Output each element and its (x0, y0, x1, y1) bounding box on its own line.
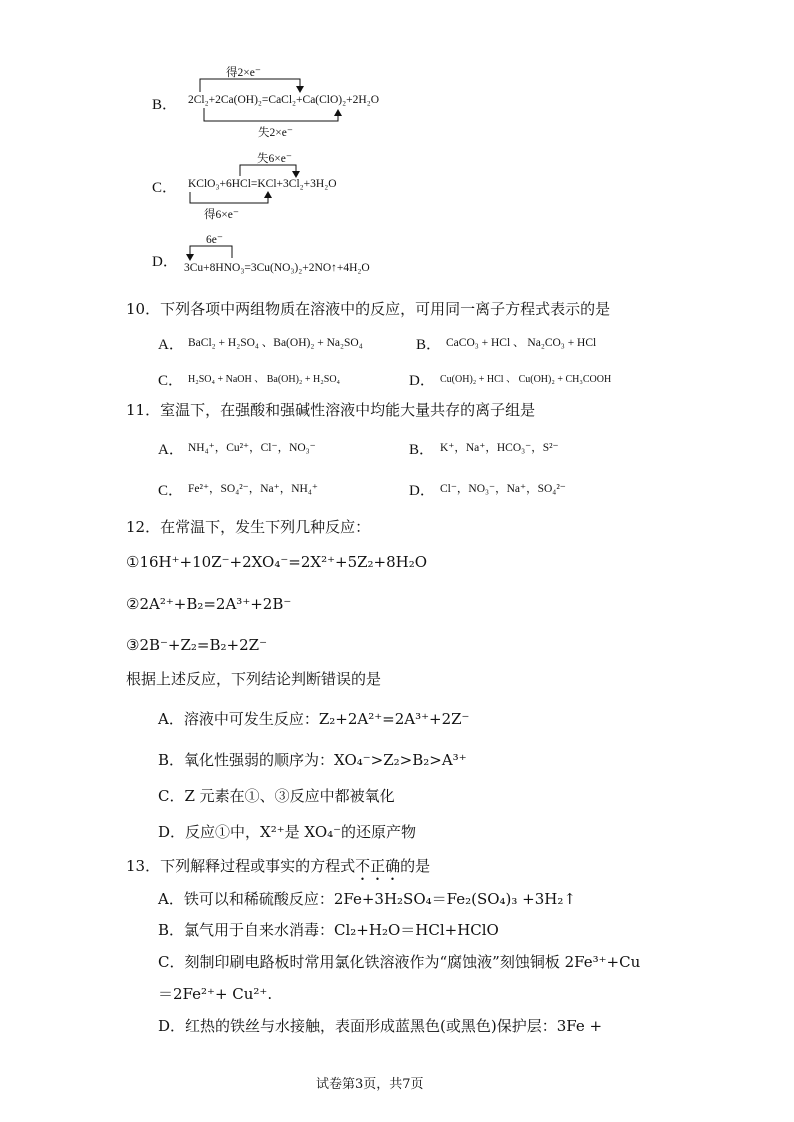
q12-option-d: D．反应①中，X²⁺是 XO₄⁻的还原产物 (158, 823, 417, 841)
q13-option-b: B．氯气用于自来水消毒：Cl₂+H₂O＝HCl+HClO (158, 921, 499, 939)
q9-option-d-letter: D． (152, 254, 178, 270)
q13-option-c-line1: C．刻制印刷电路板时常用氯化铁溶液作为“腐蚀液”刻蚀铜板 2Fe³⁺+Cu (158, 953, 641, 971)
q9-option-c-bottom-label: 得6×e⁻ (204, 209, 239, 221)
page-footer: 试卷第3页，共7页 (316, 1077, 424, 1092)
q10-option-c-letter: C． (158, 373, 184, 389)
q10-stem: 10．下列各项中两组物质在溶液中的反应，可用同一离子方程式表示的是 (126, 300, 611, 318)
option-b-top-arrow (200, 79, 304, 93)
q10-option-a-text: BaCl₂ + H₂SO₄ 、Ba(OH)₂ + Na₂SO₄ (188, 337, 363, 349)
q9-option-b-top-label: 得2×e⁻ (226, 67, 261, 79)
q13-stem (126, 856, 430, 884)
q9-option-c-top-label: 失6×e⁻ (257, 153, 292, 165)
q9-option-b-bottom-label: 失2×e⁻ (258, 127, 293, 139)
q10-option-d-text: Cu(OH)₂ + HCl 、 Cu(OH)₂ + CH₃COOH (440, 374, 612, 385)
q13-stem-emphasis: 不正确 (355, 857, 401, 875)
q11-option-c-letter: C． (158, 483, 184, 499)
q10-option-b-letter: B． (416, 337, 442, 353)
option-b-bottom-arrow (204, 108, 342, 121)
q11-option-b-text: K⁺，Na⁺，HCO₃⁻，S²⁻ (440, 442, 559, 454)
q11-option-c-text: Fe²⁺，SO₄²⁻，Na⁺，NH₄⁺ (188, 483, 318, 495)
q12-question: 根据上述反应，下列结论判断错误的是 (126, 670, 382, 688)
q13-stem-post: 的是 (400, 857, 431, 875)
q11-option-a-letter: A． (158, 442, 184, 458)
q11-option-d-text: Cl⁻，NO₃⁻，Na⁺，SO₄²⁻ (440, 483, 566, 495)
q11-option-d-letter: D． (409, 483, 435, 499)
q13-option-a: A．铁可以和稀硫酸反应：2Fe+3H₂SO₄＝Fe₂(SO₄)₃ +3H₂↑ (158, 890, 576, 908)
q10-option-c-text: H₂SO₄ + NaOH 、 Ba(OH)₂ + H₂SO₄ (188, 374, 341, 385)
option-c-top-arrow (240, 165, 300, 178)
q10-option-a-letter: A． (158, 337, 184, 353)
q9-option-d-top-label: 6e⁻ (206, 234, 223, 246)
q12-reaction-1: ①16H⁺+10Z⁻+2XO₄⁻=2X²⁺+5Z₂+8H₂O (126, 553, 428, 571)
q13-option-c-line2: ＝2Fe²⁺+ Cu²⁺. (158, 985, 273, 1003)
q12-reaction-3: ③2B⁻+Z₂=B₂+2Z⁻ (126, 636, 267, 654)
q12-option-b: B．氧化性强弱的顺序为：XO₄⁻>Z₂>B₂>A³⁺ (158, 751, 467, 769)
q9-option-b-letter: B． (152, 97, 178, 113)
q13-stem-pre: 13．下列解释过程或事实的方程式 (126, 857, 356, 875)
q11-stem: 11．室温下，在强酸和强碱性溶液中均能大量共存的离子组是 (126, 401, 536, 419)
q10-option-b-text: CaCO₃ + HCl 、 Na₂CO₃ + HCl (446, 337, 597, 349)
q9-option-b-equation: 2Cl₂+2Ca(OH)₂=CaCl₂+Ca(ClO)₂+2H₂O (188, 94, 380, 106)
q11-option-b-letter: B． (409, 442, 435, 458)
q12-stem: 12．在常温下，发生下列几种反应： (126, 518, 371, 536)
electron-transfer-arrows (0, 0, 794, 300)
q10-option-d-letter: D． (409, 373, 435, 389)
q9-option-c-letter: C． (152, 180, 178, 196)
q12-option-a: A．溶液中可发生反应：Z₂+2A²⁺=2A³⁺+2Z⁻ (158, 710, 470, 728)
q11-option-a-text: NH₄⁺，Cu²⁺，Cl⁻，NO₃⁻ (188, 442, 316, 454)
q12-reaction-2: ②2A²⁺+B₂=2A³⁺+2B⁻ (126, 595, 292, 613)
q9-option-c-equation: KClO₃+6HCl=KCl+3Cl₂+3H₂O (188, 178, 337, 190)
q12-option-c: C．Z 元素在①、③反应中都被氧化 (158, 787, 395, 805)
option-c-bottom-arrow (190, 191, 272, 203)
q9-option-d-equation: 3Cu+8HNO₃=3Cu(NO₃)₂+2NO↑+4H₂O (184, 262, 370, 274)
option-d-arrow (186, 246, 232, 261)
q13-option-d: D．红热的铁丝与水接触，表面形成蓝黑色(或黑色)保护层：3Fe + (158, 1017, 603, 1035)
